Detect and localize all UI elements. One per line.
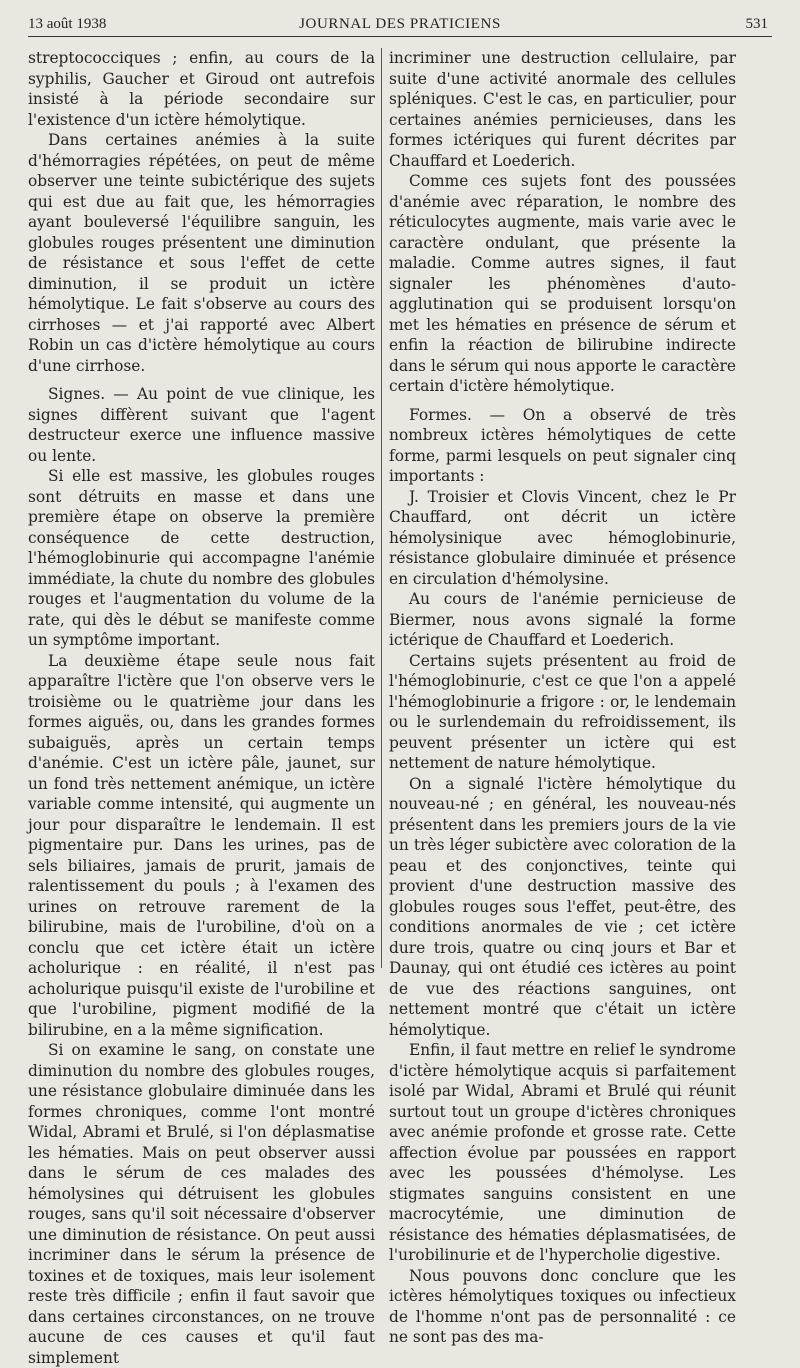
header-date: 13 août 1938 [28, 16, 107, 32]
paragraph: On a signalé l'ictère hémolytique du nouveau-né ; en général, les nouveau-nés présentent dans les premiers jours de la vie un très léger subictère avec coloration de la peau et des conjonctives, teinte qui provient d'une destruction massive des globules rouges sous l'effet, peut-être, des conditions anormales de vie ; cet ictère dure trois, quatre ou cinq jours et Bar et Daunay, qui ont étudié ces ictères au point de vue des réactions sanguines, ont nettement montré que c'était un ictère hémolytique. [389, 774, 736, 1039]
left-column [28, 48, 375, 1368]
header-rule [28, 36, 772, 37]
page-number: 531 [745, 16, 768, 32]
paragraph: Si on examine le sang, on constate une diminution du nombre des globules rouges, une résistance globulaire diminuée dans les formes chroniques, comme l'ont montré Widal, Abrami et Brulé, si l'on déplasmatise les hématies. Mais on peut observer aussi dans le sérum de ces malades des hémolysines qui détruisent les globules rouges, sans qu'il soit nécessaire d'observer une diminution de résistance. On peut aussi incriminer dans le sérum la présence de toxines et de toxiques, mais leur isolement reste très difficile ; enfin il faut savoir que dans certaines circonstances, on ne trouve aucune de ces causes et qu'il faut simplement [28, 1041, 375, 1367]
column-divider [381, 48, 382, 968]
paragraph-signes: Signes. — Au point de vue clinique, les signes diffèrent suivant que l'agent destructeur exerce une influence massive ou lente. [28, 385, 375, 465]
right-column [389, 48, 736, 1348]
paragraph: Au cours de l'anémie pernicieuse de Biermer, nous avons signalé la forme ictérique de Chauffard et Loederich. [389, 590, 736, 649]
journal-title: JOURNAL DES PRATICIENS [299, 16, 501, 32]
paragraph: Si elle est massive, les globules rouges sont détruits en masse et dans une première étape on observe la première conséquence de cette destruction, l'hémoglobinurie qui accompagne l'anémie immédiate, la chute du nombre des globules rouges et l'augmentation du volume de la rate, qui dès le début se manifeste comme un symptôme important. [28, 467, 375, 649]
paragraph: Dans certaines anémies à la suite d'hémorragies répétées, on peut de même observer une teinte subictérique des sujets qui est due au fait que, les hémorragies ayant bouleversé l'équilibre sanguin, les globules rouges présentent une diminution de résistance et sous l'effet de cette diminution, il se produit un ictère hémolytique. Le fait s'observe au cours des cirrhoses — et j'ai rapporté avec Albert Robin un cas d'ictère hémolytique au cours d'une cirrhose. [28, 131, 375, 375]
paragraph: La deuxième étape seule nous fait apparaître l'ictère que l'on observe vers le troisième ou le quatrième jour dans les formes aiguës, ou, dans les grandes formes subaiguës, après un certain temps d'anémie. C'est un ictère pâle, jaunet, sur un fond très nettement anémique, un ictère variable comme intensité, qui augmente un jour pour disparaître le lendemain. Il est pigmentaire pur. Dans les urines, pas de sels biliaires, jamais de prurit, jamais de ralentissement du pouls ; à l'examen des urines on retrouve rarement de la bilirubine, mais de l'urobiline, d'où on a conclu que cet ictère était un ictère acholurique : en réalité, il n'est pas acholurique puisqu'il existe de l'urobiline et que l'urobiline, pigment modifié de la bilirubine, en a la même signification. [28, 651, 375, 1039]
paragraph: incriminer une destruction cellulaire, par suite d'une activité anormale des cellules spléniques. C'est le cas, en particulier, pour certaines anémies pernicieuses, dans les formes ictériques qui furent décrites par Chauffard et Loederich. [389, 49, 736, 170]
paragraph: Certains sujets présentent au froid de l'hémoglobinurie, c'est ce que l'on a appelé l'hémoglobinurie a frigore : or, le lendemain ou le surlendemain du refroidissement, ils peuvent présenter un ictère qui est nettement de nature hémolytique. [389, 651, 736, 772]
paragraph: streptococciques ; enfin, au cours de la syphilis, Gaucher et Giroud ont autrefois insisté à la période secondaire sur l'existence d'un ictère hémolytique. [28, 49, 375, 129]
paragraph: Enfin, il faut mettre en relief le syndrome d'ictère hémolytique acquis si parfaitement isolé par Widal, Abrami et Brulé qui réunit surtout tout un groupe d'ictères chroniques avec anémie profonde et grosse rate. Cette affection évolue par poussées en rapport avec les poussées d'hémolyse. Les stigmates sanguins consistent en une macrocytémie, une diminution de résistance des hématies déplasmatisées, de l'urobilinurie et de l'hypercholie digestive. [389, 1041, 736, 1264]
paragraph: Nous pouvons donc conclure que les ictères hémolytiques toxiques ou infectieux de l'homme n'ont pas de personnalité : ce ne sont pas des ma- [389, 1266, 736, 1346]
running-header [28, 12, 772, 34]
paragraph: J. Troisier et Clovis Vincent, chez le Pr Chauffard, ont décrit un ictère hémolysinique avec hémoglobinurie, résistance globulaire diminuée et présence en circulation d'hémolysine. [389, 487, 736, 588]
paragraph: Comme ces sujets font des poussées d'anémie avec réparation, le nombre des réticulocytes augmente, mais varie avec le caractère ondulant, que présente la maladie. Comme autres signes, il faut signaler les phénomènes d'auto-agglutination qui se produisent lorsqu'on met les hématies en présence de sérum et enfin la réaction de bilirubine indirecte dans le sérum qui nous apporte le caractère certain d'ictère hémolytique. [389, 172, 736, 395]
paragraph-formes: Formes. — On a observé de très nombreux ictères hémolytiques de cette forme, parmi lesquels on peut signaler cinq importants : [389, 405, 736, 485]
